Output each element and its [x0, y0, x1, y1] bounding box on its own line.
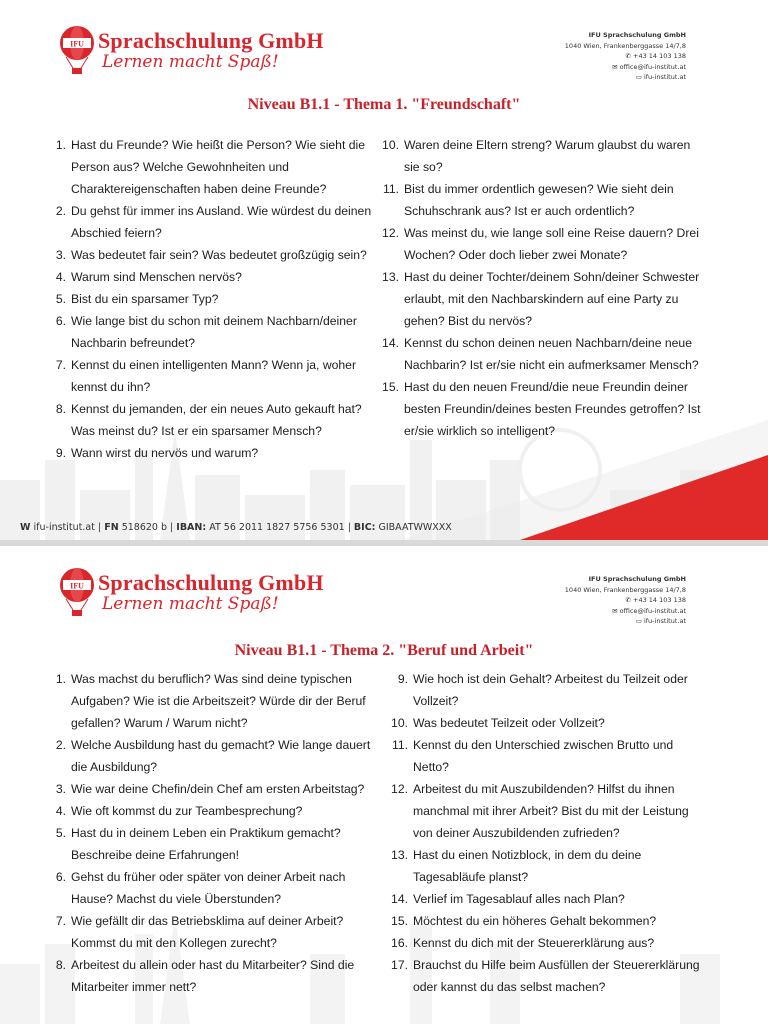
question-number: 14. — [382, 336, 399, 350]
brand-slogan: Lernen macht Spaß! — [102, 594, 279, 614]
question-item — [391, 954, 708, 998]
contact-phone: +43 14 103 138 — [633, 52, 686, 60]
phone-icon: ✆ — [625, 52, 633, 60]
question-number: 15. — [382, 380, 399, 394]
question-text: Möchtest du ein höheres Gehalt bekommen? — [413, 914, 657, 928]
question-text: Welche Ausbildung hast du gemacht? Wie lange dauert die Ausbildung? — [71, 738, 371, 774]
question-number: 11. — [391, 738, 408, 752]
footer-bar — [0, 518, 768, 540]
question-item — [54, 398, 372, 442]
question-number: 7. — [55, 914, 66, 928]
brand-name: Sprachschulung GmbH — [98, 570, 324, 595]
question-item — [54, 266, 372, 288]
question-number: 5. — [55, 292, 66, 306]
question-text: Waren deine Eltern streng? Warum glaubst du waren sie so? — [404, 138, 691, 174]
question-item — [54, 668, 372, 734]
question-text: Kennst du einen intelligenten Mann? Wenn ja, woher kennst du ihn? — [71, 358, 357, 394]
question-text: Wie oft kommst du zur Teambesprechung? — [71, 804, 303, 818]
question-item — [391, 888, 708, 910]
question-item — [54, 244, 372, 266]
question-number: 1. — [55, 672, 66, 686]
question-number: 13. — [382, 270, 399, 284]
question-text: Hast du einen Notizblock, in dem du deine Tagesabläufe planst? — [413, 848, 642, 884]
company-logo — [58, 568, 324, 622]
question-item — [382, 332, 707, 376]
contact-email: office@ifu-institut.at — [619, 62, 686, 71]
email-icon: ✉ — [612, 62, 620, 71]
question-text: Was meinst du, wie lange soll eine Reise dauern? Drei Wochen? Oder doch lieber zwei Monate? — [404, 226, 699, 262]
question-text: Wie war deine Chefin/dein Chef am ersten Arbeitstag? — [71, 782, 365, 796]
question-item — [54, 200, 372, 244]
question-list-right — [391, 668, 708, 998]
question-text: Kennst du jemanden, der ein neues Auto gekauft hat? Was meinst du? Ist er ein sparsamer Mensch? — [71, 402, 362, 438]
question-number: 17. — [391, 958, 408, 972]
question-text: Hast du Freunde? Wie heißt die Person? Wie sieht die Person aus? Welche Gewohnheiten und Charaktereigenschaften haben deine Freunde? — [71, 138, 365, 196]
question-item — [382, 178, 707, 222]
question-number: 6. — [55, 870, 66, 884]
question-number: 4. — [55, 804, 66, 818]
brand-slogan: Lernen macht Spaß! — [102, 52, 279, 72]
question-item — [54, 734, 372, 778]
question-text: Arbeitest du allein oder hast du Mitarbeiter? Sind die Mitarbeiter immer nett? — [71, 958, 355, 994]
question-item — [54, 442, 372, 464]
question-list-left — [54, 668, 372, 998]
contact-phone: +43 14 103 138 — [633, 596, 686, 604]
question-text: Wie lange bist du schon mit deinem Nachbarn/deiner Nachbarin befreundet? — [71, 314, 357, 350]
question-text: Gehst du früher oder später von deiner Arbeit nach Hause? Machst du viele Überstunden? — [71, 870, 346, 906]
question-number: 8. — [55, 958, 66, 972]
question-item — [391, 734, 708, 778]
logo-badge-text: IFU — [70, 39, 84, 49]
contact-address: 1040 Wien, Frankenberggasse 14/7,8 — [564, 585, 686, 594]
question-number: 10. — [391, 716, 408, 730]
question-number: 2. — [55, 204, 66, 218]
question-number: 15. — [391, 914, 408, 928]
question-item — [391, 932, 708, 954]
web-icon: ▭ — [635, 617, 644, 625]
contact-web: ifu-institut.at — [643, 73, 686, 81]
web-icon: ▭ — [635, 73, 644, 81]
page-title: Niveau B1.1 - Thema 1. "Freundschaft" — [247, 96, 521, 113]
question-item — [54, 310, 372, 354]
question-number: 3. — [55, 248, 66, 262]
brand-name: Sprachschulung GmbH — [98, 28, 324, 53]
question-text: Was bedeutet fair sein? Was bedeutet großzügig sein? — [71, 248, 367, 262]
question-text: Verlief im Tagesablauf alles nach Plan? — [413, 892, 625, 906]
question-text: Wie hoch ist dein Gehalt? Arbeitest du Teilzeit oder Vollzeit? — [413, 672, 688, 708]
contact-address: 1040 Wien, Frankenberggasse 14/7,8 — [564, 41, 686, 50]
contact-block — [486, 574, 686, 627]
question-item — [382, 222, 707, 266]
question-item — [391, 712, 708, 734]
question-text: Wann wirst du nervös und warum? — [71, 446, 259, 460]
question-item — [391, 910, 708, 932]
phone-icon: ✆ — [625, 596, 633, 604]
question-text: Was machst du beruflich? Was sind deine typischen Aufgaben? Wie ist die Arbeitszeit? Würde dir der Beruf gefallen? Warum / Warum nicht? — [71, 672, 366, 730]
question-text: Hast du in deinem Leben ein Praktikum gemacht? Beschreibe deine Erfahrungen! — [71, 826, 341, 862]
question-item — [382, 376, 707, 442]
question-text: Bist du immer ordentlich gewesen? Wie sieht dein Schuhschrank aus? Ist er auch ordentlich? — [404, 182, 674, 218]
question-item — [391, 844, 708, 888]
question-item — [54, 910, 372, 954]
contact-web: ifu-institut.at — [643, 617, 686, 625]
email-icon: ✉ — [612, 606, 620, 615]
question-item — [382, 134, 707, 178]
question-number: 12. — [382, 226, 399, 240]
question-text: Arbeitest du mit Auszubildenden? Hilfst du ihnen manchmal mit ihrer Arbeit? Bist du mit der Leistung von deiner Auszubildenden zufrieden? — [413, 782, 689, 840]
question-number: 2. — [55, 738, 66, 752]
question-number: 6. — [55, 314, 66, 328]
question-text: Kennst du dich mit der Steuererklärung aus? — [413, 936, 655, 950]
question-item — [54, 354, 372, 398]
question-number: 14. — [391, 892, 408, 906]
logo-badge-text: IFU — [70, 581, 84, 591]
question-number: 3. — [55, 782, 66, 796]
question-item — [391, 778, 708, 844]
question-item — [382, 266, 707, 332]
question-text: Kennst du schon deinen neuen Nachbarn/deine neue Nachbarin? Ist er/sie nicht ein aufmerksamer Mensch? — [404, 336, 699, 372]
question-text: Brauchst du Hilfe beim Ausfüllen der Steuererklärung oder kannst du das selbst machen? — [413, 958, 700, 994]
contact-block — [486, 30, 686, 83]
question-text: Hast du den neuen Freund/die neue Freundin deiner besten Freundin/deines besten Freundes getroffen? Ist er/sie wirklich so intelligent? — [404, 380, 701, 438]
contact-company: IFU Sprachschulung GmbH — [588, 31, 686, 39]
question-text: Kennst du den Unterschied zwischen Brutto und Netto? — [413, 738, 674, 774]
worksheet-page-2 — [0, 546, 768, 1024]
question-text: Wie gefällt dir das Betriebsklima auf deiner Arbeit? Kommst du mit den Kollegen zurecht? — [71, 914, 344, 950]
question-number: 7. — [55, 358, 66, 372]
question-number: 9. — [397, 672, 408, 686]
question-list-right — [382, 134, 707, 442]
question-number: 9. — [55, 446, 66, 460]
question-item — [54, 954, 372, 998]
contact-company: IFU Sprachschulung GmbH — [588, 575, 686, 583]
question-item — [54, 866, 372, 910]
question-number: 11. — [382, 182, 399, 196]
question-text: Bist du ein sparsamer Typ? — [71, 292, 219, 306]
question-number: 4. — [55, 270, 66, 284]
question-text: Hast du deiner Tochter/deinem Sohn/deiner Schwester erlaubt, mit den Nachbarskindern auf eine Party zu gehen? Bist du nervös? — [404, 270, 700, 328]
question-item — [54, 800, 372, 822]
hot-air-balloon-logo-icon — [58, 26, 96, 76]
question-item — [54, 134, 372, 200]
page-title: Niveau B1.1 - Thema 2. "Beruf und Arbeit" — [234, 642, 534, 659]
question-item — [54, 288, 372, 310]
question-number: 10. — [382, 138, 399, 152]
question-number: 13. — [391, 848, 408, 862]
question-number: 5. — [55, 826, 66, 840]
question-text: Warum sind Menschen nervös? — [71, 270, 242, 284]
question-number: 8. — [55, 402, 66, 416]
question-item — [54, 822, 372, 866]
question-number: 12. — [391, 782, 408, 796]
company-logo — [58, 26, 324, 80]
footer-text: W ifu-institut.at | FN 518620 b | IBAN: AT 56 2011 1827 5756 5301 | BIC: GIBAATWWXXX — [20, 522, 452, 533]
question-item — [54, 778, 372, 800]
question-number: 1. — [55, 138, 66, 152]
hot-air-balloon-logo-icon — [58, 568, 96, 618]
question-item — [396, 668, 708, 712]
question-text: Du gehst für immer ins Ausland. Wie würdest du deinen Abschied feiern? — [71, 204, 372, 240]
question-number: 16. — [391, 936, 408, 950]
contact-email: office@ifu-institut.at — [619, 606, 686, 615]
question-text: Was bedeutet Teilzeit oder Vollzeit? — [413, 716, 605, 730]
question-list-left — [54, 134, 372, 464]
